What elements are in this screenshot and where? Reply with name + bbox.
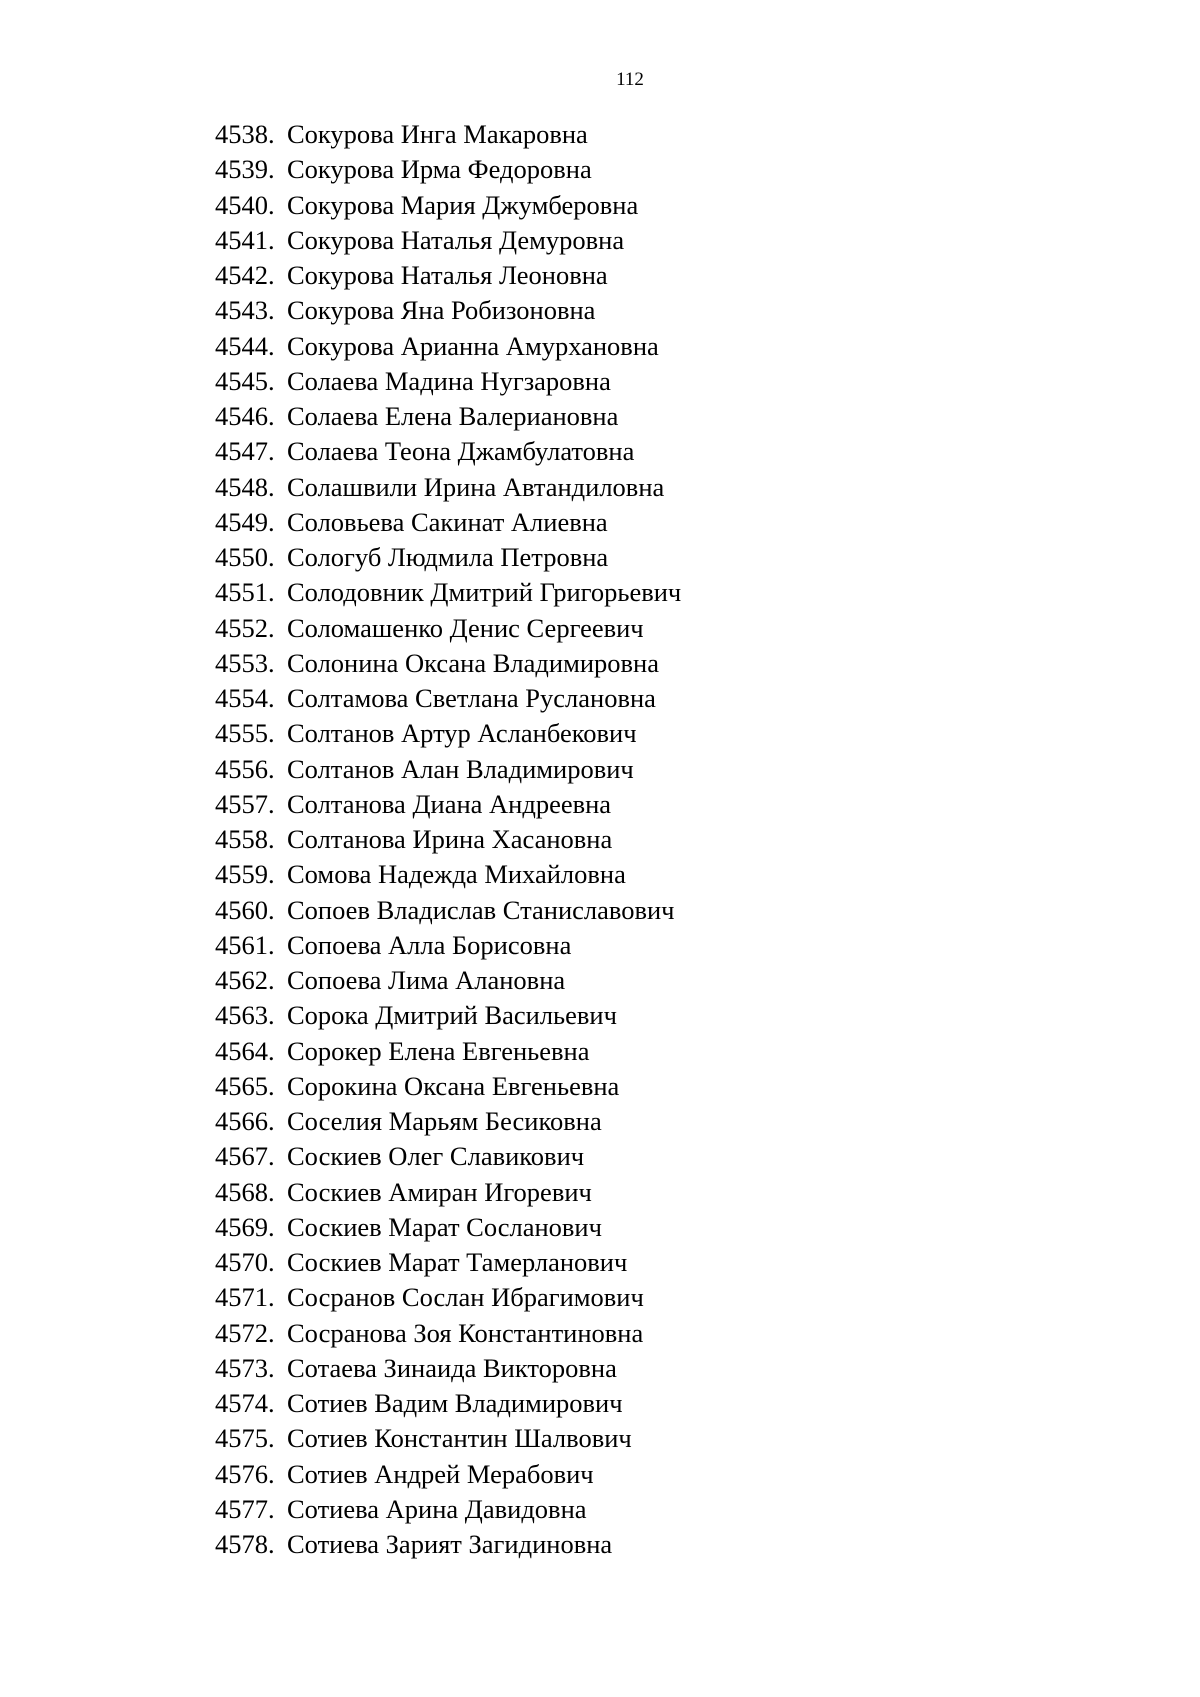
list-item xyxy=(215,681,681,716)
entry-number: 4570. xyxy=(215,1247,275,1277)
list-item xyxy=(215,1210,681,1245)
entry-number: 4553. xyxy=(215,647,275,678)
entry-number: 4560. xyxy=(215,894,275,925)
entry-name: Соскиев Марат Сосланович xyxy=(287,1211,602,1242)
entry-name: Сологуб Людмила Петровна xyxy=(287,542,609,572)
list-item xyxy=(215,928,681,963)
entry-number: 4538. xyxy=(215,119,275,149)
entry-name: Сорока Дмитрий Васильевич xyxy=(287,1000,617,1031)
page-number: 112 xyxy=(616,69,644,90)
list-item xyxy=(215,716,681,751)
entry-name: Солодовник Дмитрий Григорьевич xyxy=(287,577,682,608)
entry-name: Соломашенко Денис Сергеевич xyxy=(287,612,644,643)
entry-number: 4543. xyxy=(215,295,275,326)
list-item xyxy=(215,646,681,681)
list-item xyxy=(215,1351,681,1386)
list-item xyxy=(215,329,681,364)
entry-name: Солашвили Ирина Автандиловна xyxy=(287,471,665,502)
list-item xyxy=(215,1421,681,1456)
entry-number: 4551. xyxy=(215,577,275,608)
list-item xyxy=(215,1457,681,1492)
entry-name: Сокурова Ирма Федоровна xyxy=(287,154,592,185)
list-item xyxy=(215,152,681,187)
list-item xyxy=(215,1104,681,1139)
entry-number: 4546. xyxy=(215,401,275,431)
list-item xyxy=(215,1245,681,1280)
entry-name: Солаева Теона Джамбулатовна xyxy=(287,436,635,467)
list-item xyxy=(215,857,681,892)
entry-name: Соскиев Олег Славикович xyxy=(287,1141,585,1172)
entry-number: 4547. xyxy=(215,436,275,467)
entry-name: Сокурова Яна Робизоновна xyxy=(287,295,596,326)
list-item xyxy=(215,258,681,293)
entry-name: Сотаева Зинаида Викторовна xyxy=(287,1352,617,1383)
entry-number: 4548. xyxy=(215,471,275,502)
entry-name: Сотиев Вадим Владимирович xyxy=(287,1388,623,1418)
entry-number: 4566. xyxy=(215,1106,275,1136)
entry-number: 4562. xyxy=(215,965,275,995)
list-item xyxy=(215,364,681,399)
entry-number: 4542. xyxy=(215,260,275,290)
entry-number: 4557. xyxy=(215,788,275,819)
entry-name: Соловьева Сакинат Алиевна xyxy=(287,506,608,537)
list-item xyxy=(215,998,681,1033)
list-item xyxy=(215,1139,681,1174)
list-item xyxy=(215,1527,681,1562)
entry-name: Сорокер Елена Евгеньевна xyxy=(287,1035,590,1066)
entry-name: Сопоева Лима Алановна xyxy=(287,965,566,995)
list-item xyxy=(215,470,681,505)
entry-name: Сокурова Наталья Демуровна xyxy=(287,224,625,255)
list-item xyxy=(215,1280,681,1315)
entry-number: 4569. xyxy=(215,1211,275,1242)
entry-name: Соскиев Амиран Игоревич xyxy=(287,1176,592,1207)
entry-name: Сосранова Зоя Константиновна xyxy=(287,1317,644,1348)
entry-number: 4550. xyxy=(215,542,275,572)
list-item xyxy=(215,434,681,469)
entry-name: Сотиев Андрей Мерабович xyxy=(287,1458,594,1489)
list-item xyxy=(215,611,681,646)
entry-name: Сотиева Арина Давидовна xyxy=(287,1493,587,1524)
list-item xyxy=(215,575,681,610)
entry-number: 4545. xyxy=(215,365,275,396)
entry-number: 4575. xyxy=(215,1423,275,1454)
list-item xyxy=(215,188,681,223)
entry-number: 4539. xyxy=(215,154,275,185)
entry-number: 4541. xyxy=(215,224,275,255)
entry-name: Соскиев Марат Тамерланович xyxy=(287,1247,628,1277)
entry-number: 4555. xyxy=(215,718,275,749)
entry-name: Солтанова Диана Андреевна xyxy=(287,788,612,819)
entry-number: 4568. xyxy=(215,1176,275,1207)
entry-name: Сотиев Константин Шалвович xyxy=(287,1423,632,1454)
entry-number: 4563. xyxy=(215,1000,275,1031)
entry-name: Сопоев Владислав Станиславович xyxy=(287,894,675,925)
list-item xyxy=(215,1034,681,1069)
list-item xyxy=(215,787,681,822)
entry-number: 4567. xyxy=(215,1141,275,1172)
list-item xyxy=(215,893,681,928)
entry-name: Сорокина Оксана Евгеньевна xyxy=(287,1070,620,1101)
entry-name: Сопоева Алла Борисовна xyxy=(287,929,572,960)
list-item xyxy=(215,399,681,434)
entry-name: Солаева Елена Валериановна xyxy=(287,401,619,431)
entry-number: 4565. xyxy=(215,1070,275,1101)
entry-name: Солтамова Светлана Руслановна xyxy=(287,683,656,713)
entry-number: 4558. xyxy=(215,824,275,854)
entry-number: 4571. xyxy=(215,1282,275,1313)
entry-name: Сокурова Наталья Леоновна xyxy=(287,260,608,290)
list-item xyxy=(215,1316,681,1351)
entry-number: 4544. xyxy=(215,330,275,361)
list-item xyxy=(215,822,681,857)
entry-number: 4561. xyxy=(215,929,275,960)
entry-number: 4564. xyxy=(215,1035,275,1066)
entry-name: Сомова Надежда Михайловна xyxy=(287,859,626,890)
list-item xyxy=(215,1386,681,1421)
entry-number: 4574. xyxy=(215,1388,275,1418)
entry-name: Сосранов Сослан Ибрагимович xyxy=(287,1282,644,1313)
entry-name: Солтанов Артур Асланбекович xyxy=(287,718,637,749)
entry-number: 4578. xyxy=(215,1529,275,1559)
entry-name: Сокурова Арианна Амурхановна xyxy=(287,330,659,361)
list-item xyxy=(215,1492,681,1527)
list-item xyxy=(215,963,681,998)
list-item xyxy=(215,223,681,258)
entry-number: 4554. xyxy=(215,683,275,713)
entry-list xyxy=(215,117,681,1562)
entry-number: 4572. xyxy=(215,1317,275,1348)
entry-number: 4552. xyxy=(215,612,275,643)
entry-number: 4576. xyxy=(215,1458,275,1489)
entry-name: Сокурова Мария Джумберовна xyxy=(287,189,639,220)
entry-name: Сотиева Зарият Загидиновна xyxy=(287,1529,613,1559)
list-item xyxy=(215,293,681,328)
entry-number: 4577. xyxy=(215,1493,275,1524)
entry-name: Соселия Марьям Бесиковна xyxy=(287,1106,602,1136)
list-item xyxy=(215,117,681,152)
list-item xyxy=(215,752,681,787)
entry-name: Солтанова Ирина Хасановна xyxy=(287,824,613,854)
list-item xyxy=(215,540,681,575)
entry-number: 4559. xyxy=(215,859,275,890)
entry-name: Сокурова Инга Макаровна xyxy=(287,119,588,149)
entry-number: 4549. xyxy=(215,506,275,537)
entry-number: 4573. xyxy=(215,1352,275,1383)
entry-name: Солонина Оксана Владимировна xyxy=(287,647,659,678)
entry-name: Солтанов Алан Владимирович xyxy=(287,753,634,784)
entry-number: 4540. xyxy=(215,189,275,220)
entry-name: Солаева Мадина Нугзаровна xyxy=(287,365,611,396)
list-item xyxy=(215,505,681,540)
list-item xyxy=(215,1069,681,1104)
entry-number: 4556. xyxy=(215,753,275,784)
list-item xyxy=(215,1175,681,1210)
